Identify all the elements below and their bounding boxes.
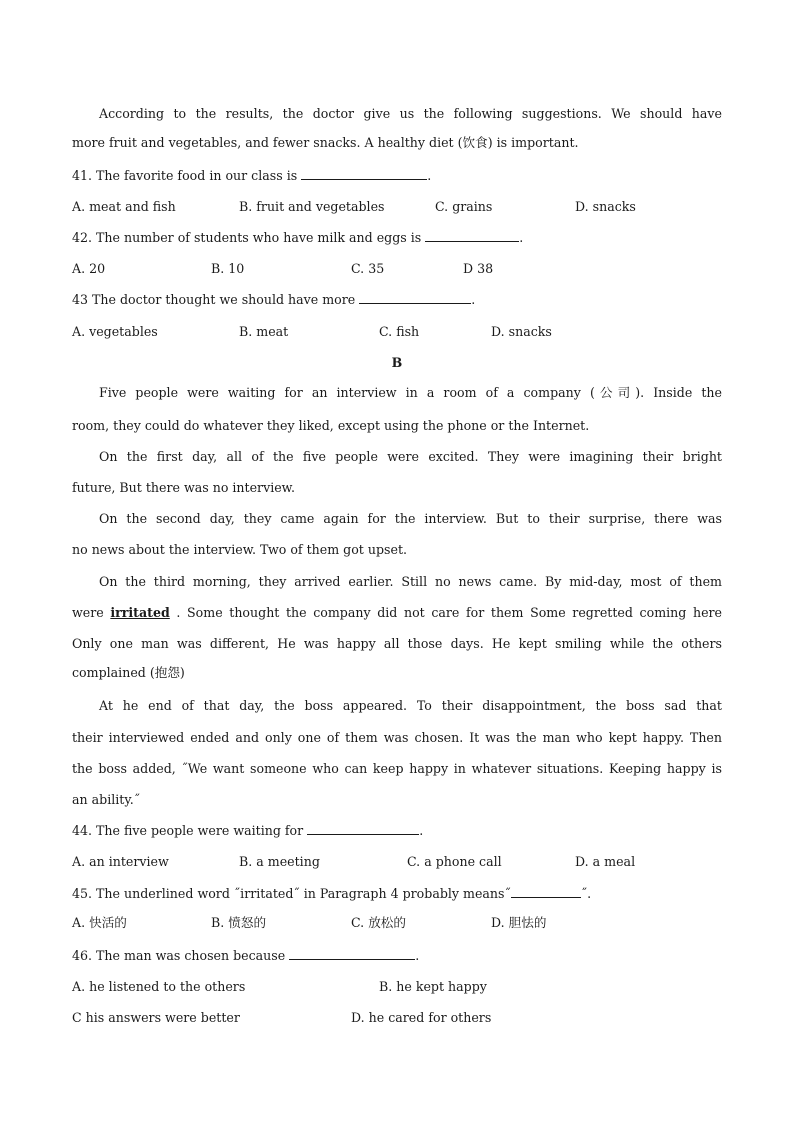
- q45-option-b: B. 愤怒的: [211, 915, 267, 930]
- q42-option-c: C. 35: [351, 261, 385, 276]
- q43-option-c: C. fish: [379, 324, 420, 339]
- b-para4-line1: On the third morning, they arrived earlier. Still no news came. By mid-day, most of them: [99, 574, 722, 589]
- question-43: 43 The doctor thought we should have more .: [72, 292, 476, 307]
- question-44: 44. The five people were waiting for .: [72, 823, 424, 838]
- q45-option-d: D. 胆怯的: [491, 915, 547, 930]
- b-para4-line2-post: . Some thought the company did not care for them Some regretted coming here: [176, 605, 722, 620]
- b-para4-line4: complained (抱怨): [72, 665, 185, 680]
- answer-blank: [307, 822, 419, 835]
- q44-option-c: C. a phone call: [407, 854, 502, 869]
- answer-blank: [289, 947, 415, 960]
- q45-option-c: C. 放松的: [351, 915, 406, 930]
- b-para3-line2: no news about the interview. Two of them got upset.: [72, 542, 408, 557]
- answer-blank: [359, 291, 471, 304]
- q41-option-b: B. fruit and vegetables: [239, 199, 385, 214]
- q44-option-d: D. a meal: [575, 854, 636, 869]
- q41-option-c: C. grains: [435, 199, 493, 214]
- q42-option-a: A. 20: [72, 261, 106, 276]
- q42-option-b: B. 10: [211, 261, 245, 276]
- question-41: 41. The favorite food in our class is .: [72, 168, 432, 183]
- question-stem: 41. The favorite food in our class is: [72, 168, 298, 183]
- b-para5-line4: an ability.˝: [72, 792, 141, 807]
- b-para4-line2-pre: were: [72, 605, 104, 620]
- section-b-heading: B: [391, 355, 403, 370]
- b-para5-line2: their interviewed ended and only one of them was chosen. It was the man who kept happy. Then: [72, 730, 722, 745]
- question-stem: 46. The man was chosen because: [72, 948, 286, 963]
- q46-option-d: D. he cared for others: [351, 1010, 492, 1025]
- q44-option-b: B. a meeting: [239, 854, 320, 869]
- question-42: 42. The number of students who have milk and eggs is .: [72, 230, 524, 245]
- b-para4-line2: [72, 604, 722, 622]
- question-45: [72, 885, 591, 903]
- passage-a-line-2: more fruit and vegetables, and fewer snacks. A healthy diet (饮食) is important.: [72, 135, 579, 150]
- question-stem: 45. The underlined word ˝irritated˝ in Paragraph 4 probably means˝: [72, 886, 511, 901]
- question-stem: 42. The number of students who have milk and eggs is: [72, 230, 422, 245]
- answer-blank: [511, 885, 581, 898]
- b-para2-line2: future, But there was no interview.: [72, 480, 295, 495]
- q43-option-d: D. snacks: [491, 324, 552, 339]
- q46-option-a: A. he listened to the others: [72, 979, 246, 994]
- q46-option-b: B. he kept happy: [379, 979, 487, 994]
- b-para2-line1: On the first day, all of the five people were excited. They were imagining their bright: [99, 449, 722, 464]
- b-para5-line1: At he end of that day, the boss appeared. To their disappointment, the boss sad that: [99, 698, 722, 713]
- question-stem: 43 The doctor thought we should have more: [72, 292, 356, 307]
- question-46: 46. The man was chosen because .: [72, 948, 420, 963]
- b-para5-line3: the boss added, ˝We want someone who can keep happy in whatever situations. Keeping happy is: [72, 761, 722, 776]
- b-para1-line2: room, they could do whatever they liked, except using the phone or the Internet.: [72, 418, 590, 433]
- underlined-word: irritated: [110, 605, 170, 620]
- b-para4-line3: Only one man was different, He was happy all those days. He kept smiling while the others: [72, 636, 722, 651]
- q46-option-c: C his answers were better: [72, 1010, 240, 1025]
- q43-option-b: B. meat: [239, 324, 289, 339]
- answer-blank: [301, 167, 427, 180]
- answer-blank: [425, 229, 519, 242]
- q44-option-a: A. an interview: [72, 854, 169, 869]
- b-para1-line1: Five people were waiting for an interview in a room of a company (公司). Inside the: [99, 385, 722, 400]
- passage-a-line-1: According to the results, the doctor give us the following suggestions. We should have: [99, 106, 722, 121]
- b-para3-line1: On the second day, they came again for the interview. But to their surprise, there was: [99, 511, 722, 526]
- question-stem: 44. The five people were waiting for: [72, 823, 304, 838]
- q43-option-a: A. vegetables: [72, 324, 158, 339]
- q45-option-a: A. 快活的: [72, 915, 127, 930]
- q41-option-d: D. snacks: [575, 199, 636, 214]
- q41-option-a: A. meat and fish: [72, 199, 176, 214]
- question-stem-end: ˝.: [580, 886, 592, 901]
- q42-option-d: D 38: [463, 261, 494, 276]
